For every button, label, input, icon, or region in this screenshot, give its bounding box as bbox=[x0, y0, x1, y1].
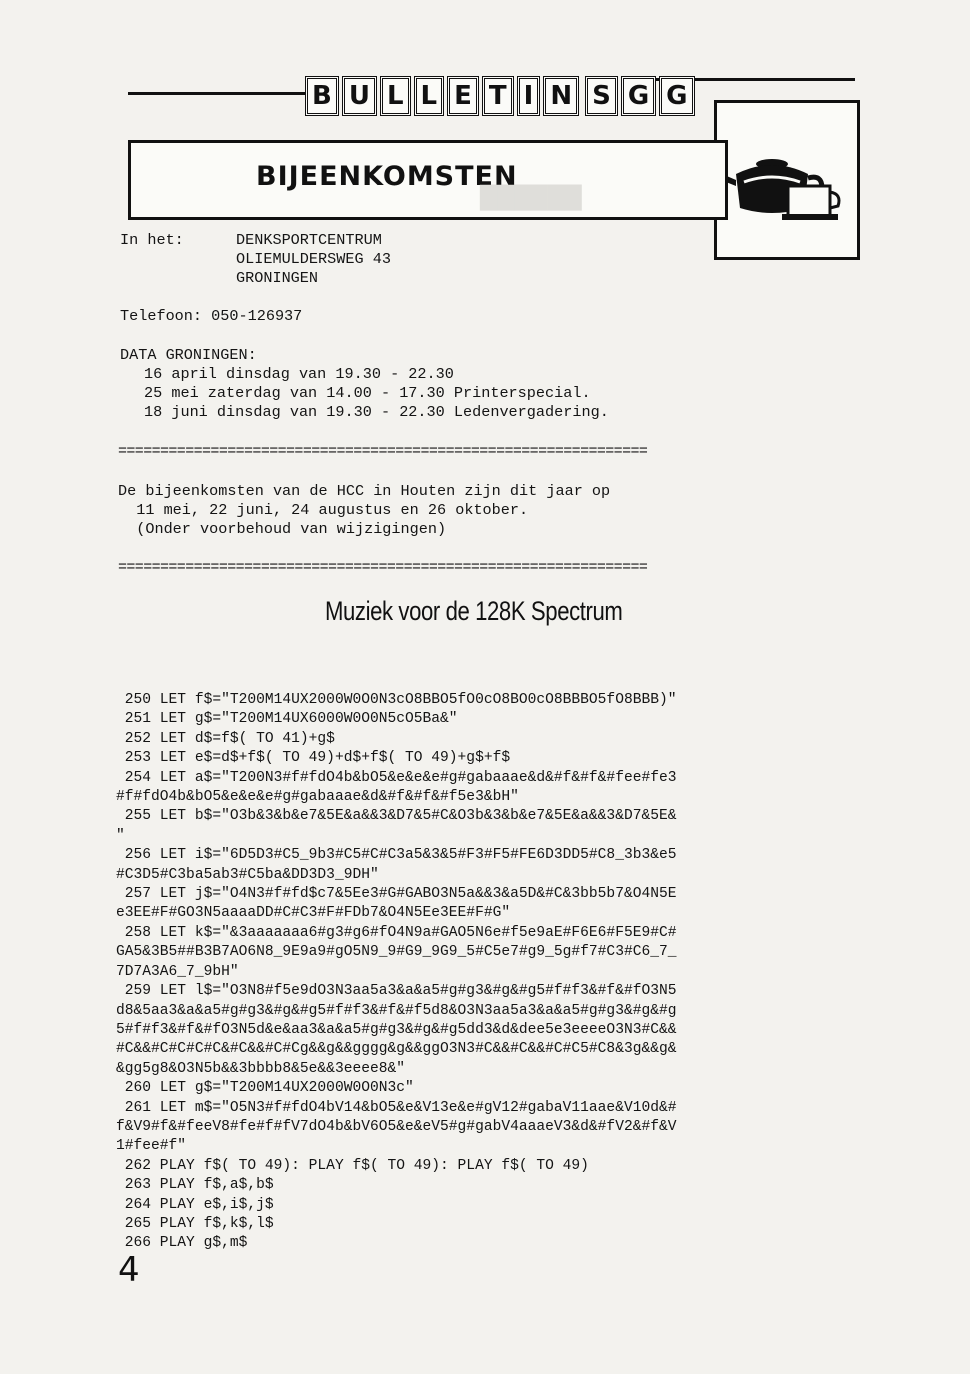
code-line: GA5&3B5##B3B7AO6N8_9E9a9#gO5N9_9#G9_9G9_5#C5e7#g9_5g#f7#C3#C6_7_ bbox=[116, 944, 677, 961]
date-line: 16 april dinsdag van 19.30 - 22.30 bbox=[144, 365, 454, 383]
code-line: 263 PLAY f$,a$,b$ bbox=[116, 1177, 274, 1194]
masthead-letter: G bbox=[659, 76, 694, 116]
code-line: " bbox=[116, 827, 125, 844]
code-line: #f#fdO4b&bO5&e&e&e#g#gabaaae&d&#f&#f&#f5e3&bH" bbox=[116, 789, 519, 806]
masthead-letter: T bbox=[482, 76, 514, 116]
code-line: 262 PLAY f$( TO 49): PLAY f$( TO 49): PLAY f$( TO 49) bbox=[116, 1157, 589, 1174]
banner-title: BIJEENKOMSTEN bbox=[256, 161, 518, 192]
code-line: 266 PLAY g$,m$ bbox=[116, 1235, 248, 1252]
code-line: f&V9#f&#feeV8#fe#f#fV7dO4b&bV6O5&e&eV5#g#gabV4aaaeV3&d&#fV2&#f&V bbox=[116, 1118, 677, 1135]
location-line: GRONINGEN bbox=[236, 269, 319, 287]
phone-number: Telefoon: 050-126937 bbox=[120, 307, 303, 325]
code-line: e3EE#F#GO3N5aaaaDD#C#C3#F#FDb7&O4N5Ee3EE#F#G" bbox=[116, 905, 511, 922]
code-line: 264 PLAY e$,i$,j$ bbox=[116, 1196, 274, 1213]
code-line: &gg5g8&O3N5b&&3bbbb8&5e&&3eeee8&" bbox=[116, 1060, 406, 1077]
date-line: 25 mei zaterdag van 14.00 - 17.30 Printerspecial. bbox=[144, 384, 591, 402]
code-line: 255 LET b$="O3b&3&b&e7&5E&a&&3&D7&5#C&O3b&3&b&e7&5E&a&&3&D7&5E& bbox=[116, 808, 677, 825]
code-line: d8&5aa3&a&a5#g#g3&#g&#g5#f#f3&#f&#f5d8&O3N3aa5a3&a&a5#g#g3&#g&#g bbox=[116, 1002, 677, 1019]
location-line: DENKSPORTCENTRUM bbox=[236, 231, 382, 249]
section-banner bbox=[128, 140, 728, 220]
masthead-letter: L bbox=[380, 76, 411, 116]
masthead-letter: G bbox=[621, 76, 656, 116]
masthead-letter: U bbox=[342, 76, 377, 116]
code-line: 256 LET i$="6D5D3#C5_9b3#C5#C#C3a5&3&5#F3#F5#FE6D3DD5#C8_3b3&e5 bbox=[116, 847, 677, 864]
code-line: 265 PLAY f$,k$,l$ bbox=[116, 1215, 274, 1232]
masthead-letter: E bbox=[447, 76, 479, 116]
separator-rule: =============================================================== bbox=[118, 446, 648, 458]
location-label: In het: bbox=[120, 231, 184, 249]
code-line: #C&&#C#C#C#C&#C&&#C#Cg&&g&&gggg&g&&ggO3N3#C&&#C&&#C#C5#C8&3g&&g& bbox=[116, 1041, 677, 1058]
code-line: 259 LET l$="O3N8#f5e9dO3N3aa5a3&a&a5#g#g3&#g&#g5#f#f3&#f&#fO3N5 bbox=[116, 983, 677, 1000]
code-line: 250 LET f$="T200M14UX2000W0O0N3cO8BBO5fO0cO8BO0cO8BBBO5fO8BBB)" bbox=[116, 692, 677, 708]
masthead-letter: N bbox=[543, 76, 579, 116]
houten-line: 11 mei, 22 juni, 24 augustus en 26 oktober. bbox=[118, 501, 529, 519]
code-line: 253 LET e$=d$+f$( TO 49)+d$+f$( TO 49)+g$+f$ bbox=[116, 750, 511, 767]
code-line: 258 LET k$="&3aaaaaaa6#g3#g6#fO4N9a#GAO5N6e#f5e9aE#F6E6#F5E9#C# bbox=[116, 924, 677, 941]
code-line: 7D7A3A6_7_9bH" bbox=[116, 963, 239, 980]
code-line: #C3D5#C3ba5ab3#C5ba&DD3D3_9DH" bbox=[116, 866, 379, 883]
data-groningen-title: DATA GRONINGEN: bbox=[120, 346, 257, 364]
masthead-letter: L bbox=[414, 76, 445, 116]
date-line: 18 juni dinsdag van 19.30 - 22.30 Ledenvergadering. bbox=[144, 403, 609, 421]
masthead-logo bbox=[305, 76, 688, 116]
masthead-letter: S bbox=[585, 76, 618, 116]
code-line: 1#fee#f" bbox=[116, 1138, 187, 1155]
code-line: 251 LET g$="T200M14UX6000W0O0N5cO5Ba&" bbox=[116, 711, 458, 728]
masthead-letter: B bbox=[305, 76, 339, 116]
page-number: 4 bbox=[118, 1250, 140, 1290]
code-line: 5#f#f3&#f&#fO3N5d&e&aa3&a&a5#g#g3&#g&#g5dd3&d&dee5e3eeeeO3N3#C&& bbox=[116, 1021, 677, 1038]
show-through-text: ██████ bbox=[480, 184, 582, 209]
code-line: 260 LET g$="T200M14UX2000W0O0N3c" bbox=[116, 1080, 414, 1097]
article-title: Muziek voor de 128K Spectrum bbox=[325, 596, 623, 626]
masthead-letter: I bbox=[517, 76, 541, 116]
code-line: 261 LET m$="O5N3#f#fdO4bV14&bO5&e&V13e&e#gV12#gabaV11aae&V10d&# bbox=[116, 1099, 677, 1116]
location-line: OLIEMULDERSWEG 43 bbox=[236, 250, 391, 268]
basic-listing bbox=[116, 691, 866, 1254]
houten-line: De bijeenkomsten van de HCC in Houten zijn dit jaar op bbox=[118, 482, 611, 500]
code-line: 257 LET j$="O4N3#f#fd$c7&5Ee3#G#GABO3N5a&&3&a5D&#C&3bb5b7&O4N5E bbox=[116, 886, 677, 903]
code-line: 252 LET d$=f$( TO 41)+g$ bbox=[116, 730, 335, 747]
houten-line: (Onder voorbehoud van wijzigingen) bbox=[118, 520, 447, 538]
separator-rule: =============================================================== bbox=[118, 562, 648, 574]
code-line: 254 LET a$="T200N3#f#fdO4b&bO5&e&e&e#g#gabaaae&d&#f&#f&#fee#fe3 bbox=[116, 769, 677, 786]
masthead-rule-left bbox=[128, 92, 306, 95]
coffee-pot-icon bbox=[722, 152, 844, 222]
